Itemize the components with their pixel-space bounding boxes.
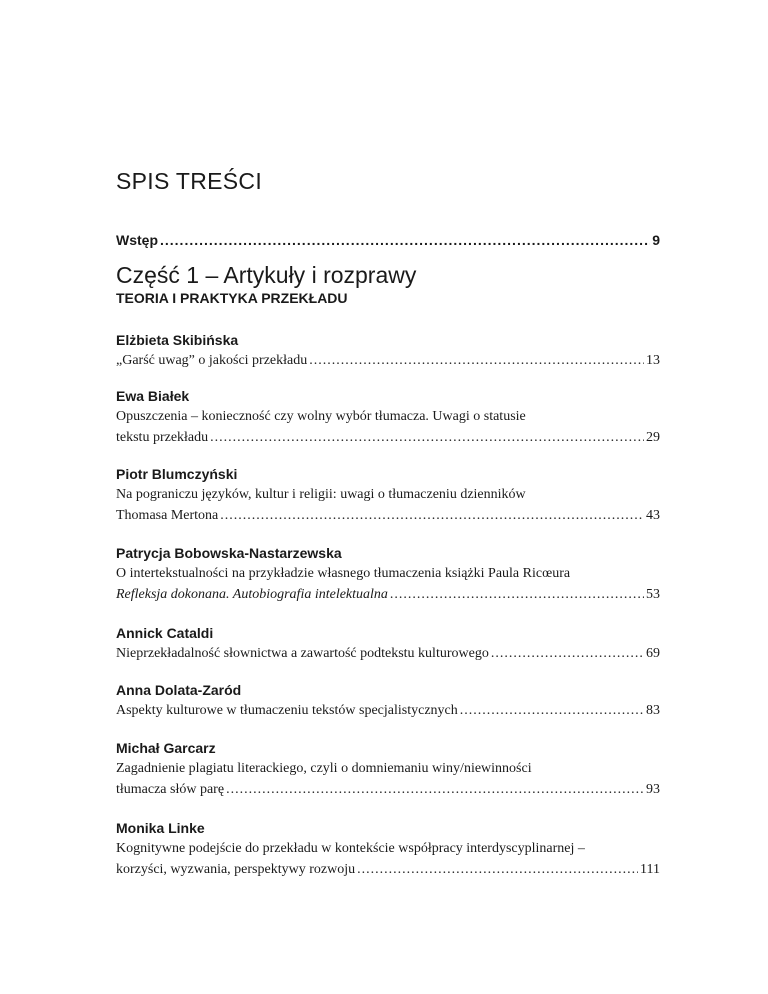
entry-title-line: Zagadnienie plagiatu literackiego, czyli o domniemaniu winy/niewinności: [116, 761, 532, 776]
toc-entry[interactable]: [116, 680, 660, 721]
page-number: 43: [646, 508, 660, 523]
part-subtitle: TEORIA I PRAKTYKA PRZEKŁADU: [116, 290, 348, 306]
page-number: 29: [646, 430, 660, 445]
entry-title-line: Na pograniczu języków, kultur i religii: uwagi o tłumaczeniu dzienników: [116, 487, 526, 502]
entry-author: Patrycja Bobowska-Nastarzewska: [116, 545, 342, 561]
dot-leader: [309, 350, 644, 371]
dot-leader: [357, 859, 638, 880]
entry-title-line: O intertekstualności na przykładzie własnego tłumaczenia książki Paula Ricœura: [116, 566, 571, 581]
page-number: 53: [646, 587, 660, 602]
toc-entry[interactable]: [116, 464, 660, 526]
dot-leader: [210, 427, 644, 448]
entry-author: Anna Dolata-Zaród: [116, 682, 242, 698]
intro-label: Wstęp: [116, 232, 158, 248]
page-number: 83: [646, 703, 660, 718]
page-number: 69: [646, 646, 660, 661]
page-number: 13: [646, 353, 660, 368]
entry-title: Nieprzekładalność słownictwa a zawartość podtekstu kulturowego: [116, 646, 489, 661]
entry-title: tłumacza słów parę: [116, 782, 225, 797]
page-number: 111: [640, 862, 660, 877]
dot-leader: [220, 505, 644, 526]
entry-author: Elżbieta Skibińska: [116, 332, 239, 348]
dot-leader: [460, 700, 644, 721]
entry-title: „Garść uwag” o jakości przekładu: [116, 353, 308, 368]
toc-entry[interactable]: [116, 386, 660, 448]
entry-author: Monika Linke: [116, 820, 205, 836]
toc-entry[interactable]: [116, 330, 660, 371]
toc-intro-entry[interactable]: [116, 232, 660, 248]
entry-title-line: [116, 350, 660, 371]
toc-entry[interactable]: [116, 818, 660, 880]
part-title: Część 1 – Artykuły i rozprawy: [116, 262, 417, 288]
entry-author: Ewa Białek: [116, 388, 190, 404]
entry-title-line: [116, 779, 660, 800]
entry-title-line: [116, 859, 660, 880]
entry-title-line: [116, 584, 660, 605]
page-number: 93: [646, 782, 660, 797]
entry-title: tekstu przekładu: [116, 430, 209, 445]
entry-title: Aspekty kulturowe w tłumaczeniu tekstów specjalistycznych: [116, 703, 458, 718]
entry-author: Piotr Blumczyński: [116, 466, 238, 482]
entry-title-line: [116, 505, 660, 526]
dot-leader: [491, 643, 644, 664]
entry-author: Michał Garcarz: [116, 740, 216, 756]
entry-title: korzyści, wyzwania, perspektywy rozwoju: [116, 862, 356, 877]
page-number: 9: [652, 232, 660, 248]
dot-leader: [226, 779, 644, 800]
entry-title-line: [116, 700, 660, 721]
entry-author: Annick Cataldi: [116, 625, 214, 641]
entry-title-line: [116, 427, 660, 448]
entry-title-line: [116, 643, 660, 664]
entry-title: Refleksja dokonana. Autobiografia intelektualna: [116, 587, 388, 602]
dot-leader: [160, 232, 650, 248]
toc-entry[interactable]: [116, 623, 660, 664]
toc-entry[interactable]: [116, 738, 660, 800]
entry-title-line: Opuszczenia – konieczność czy wolny wybór tłumacza. Uwagi o statusie: [116, 409, 526, 424]
toc-entry[interactable]: [116, 543, 660, 605]
page-title: SPIS TREŚCI: [116, 168, 263, 194]
dot-leader: [390, 584, 644, 605]
entry-title: Thomasa Mertona: [116, 508, 219, 523]
entry-title-line: Kognitywne podejście do przekładu w kontekście współpracy interdyscyplinarnej –: [116, 841, 585, 856]
